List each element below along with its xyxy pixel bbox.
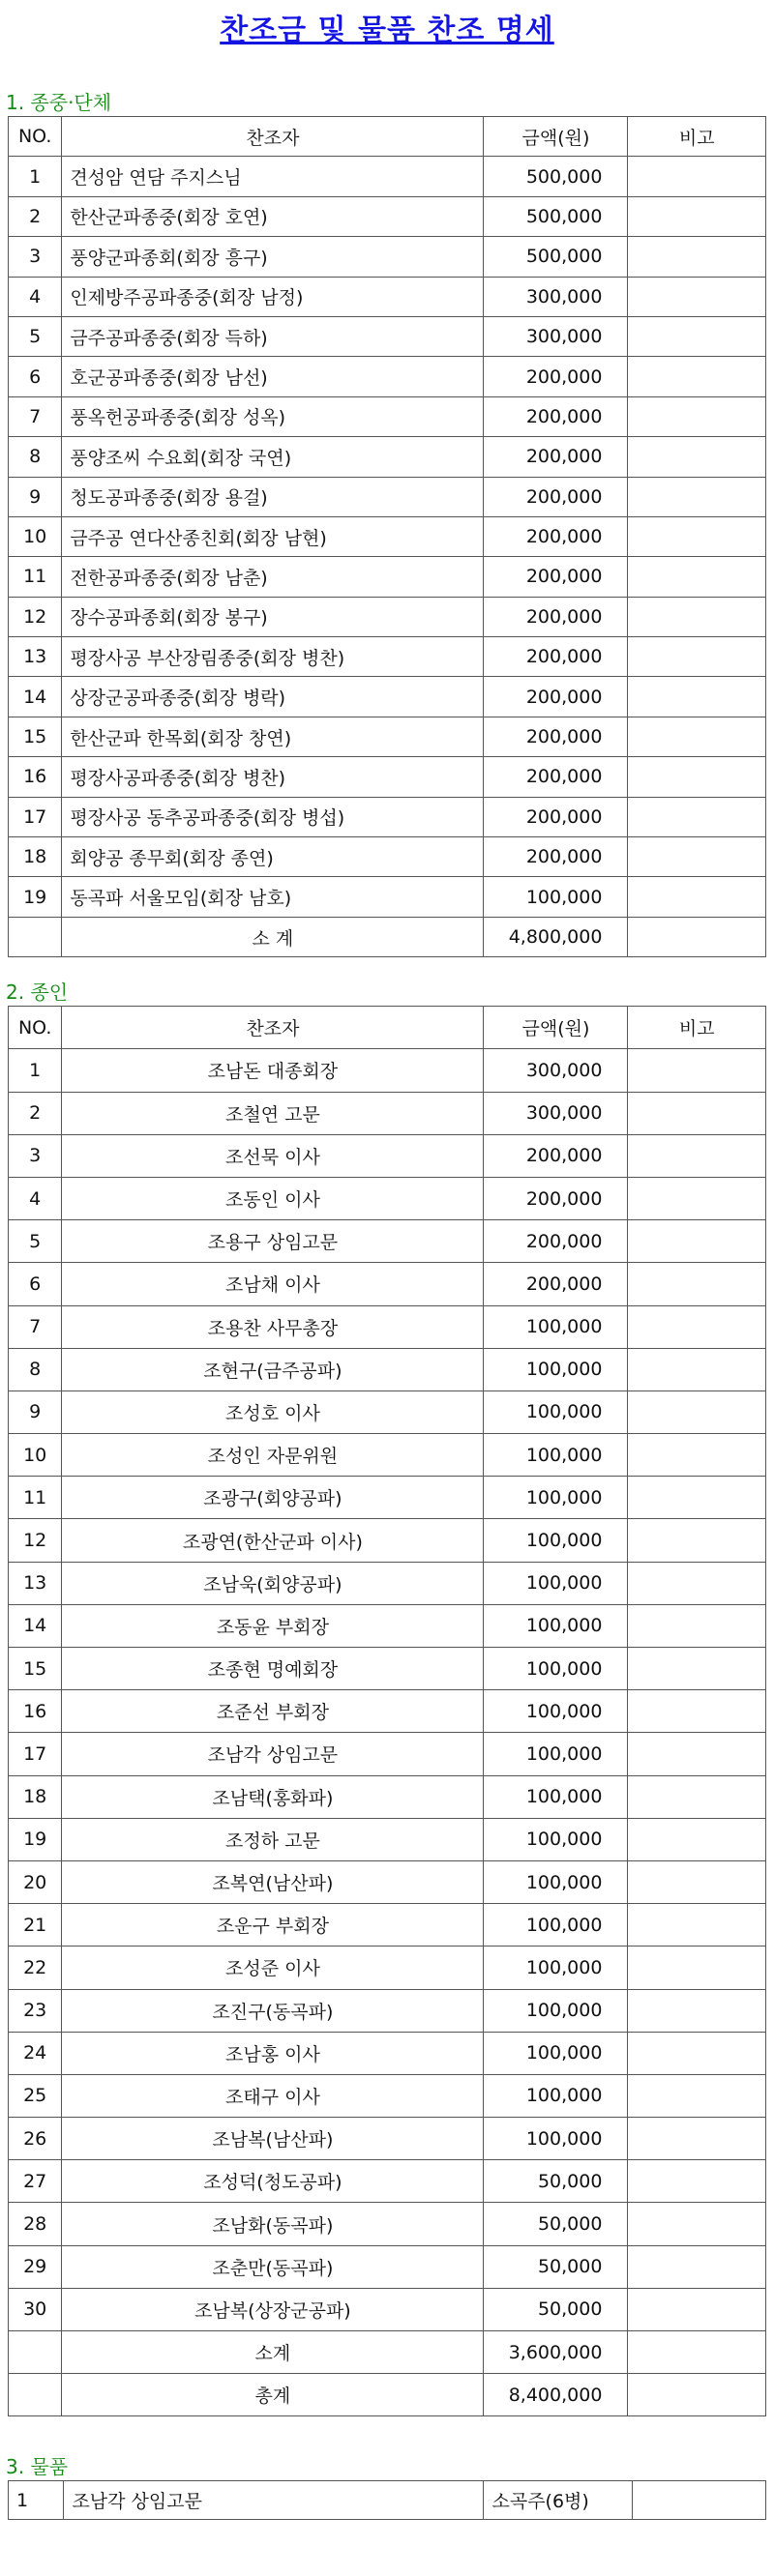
cell-no: 20 (9, 1860, 62, 1903)
cell-note (628, 437, 766, 477)
cell-name: 조현구(금주공파) (62, 1348, 484, 1390)
cell-no: 1 (9, 2481, 64, 2520)
cell-name: 조운구 부회장 (62, 1904, 484, 1947)
cell-amount: 300,000 (484, 1092, 628, 1134)
cell-amount: 200,000 (484, 357, 628, 396)
cell-amount: 100,000 (484, 1818, 628, 1860)
cell-name: 조성준 이사 (62, 1947, 484, 1989)
cell-no: 17 (9, 797, 62, 836)
cell-name: 금주공파종중(회장 득하) (62, 316, 484, 356)
cell-note (628, 757, 766, 797)
total-no-cell (9, 2374, 62, 2416)
cell-amount: 200,000 (484, 797, 628, 836)
table-row (9, 196, 766, 236)
cell-no: 16 (9, 1690, 62, 1733)
cell-no: 10 (9, 516, 62, 556)
cell-amount: 100,000 (484, 877, 628, 917)
cell-amount: 200,000 (484, 516, 628, 556)
goods-table (8, 2480, 766, 2520)
table-row (9, 237, 766, 277)
cell-name: 조성덕(청도공파) (62, 2160, 484, 2203)
cell-name: 조태구 이사 (62, 2074, 484, 2117)
table-row (9, 437, 766, 477)
spacer (0, 2416, 774, 2453)
cell-no: 23 (9, 1989, 62, 2032)
cell-name: 조준선 부회장 (62, 1690, 484, 1733)
cell-note (628, 157, 766, 196)
cell-no: 13 (9, 1562, 62, 1604)
total-row (9, 2374, 766, 2416)
cell-note (628, 1305, 766, 1348)
clans-table-body (9, 157, 766, 917)
cell-no: 9 (9, 477, 62, 516)
cell-note (628, 516, 766, 556)
cell-amount: 100,000 (484, 1305, 628, 1348)
cell-amount: 500,000 (484, 157, 628, 196)
cell-no: 11 (9, 557, 62, 597)
table-row (9, 2288, 766, 2330)
column-header-no: NO. (9, 117, 62, 157)
table-row (9, 1519, 766, 1562)
table-row (9, 477, 766, 516)
cell-amount: 200,000 (484, 717, 628, 756)
cell-amount: 50,000 (484, 2288, 628, 2330)
cell-no: 14 (9, 1604, 62, 1647)
total-amount: 8,400,000 (484, 2374, 628, 2416)
cell-note (628, 557, 766, 597)
total-label: 총계 (62, 2374, 484, 2416)
cell-amount: 100,000 (484, 1390, 628, 1433)
cell-amount: 200,000 (484, 677, 628, 717)
cell-no: 9 (9, 1390, 62, 1433)
cell-note (628, 1477, 766, 1519)
cell-amount: 100,000 (484, 1434, 628, 1477)
cell-note (628, 357, 766, 396)
cell-no: 6 (9, 357, 62, 396)
cell-note (628, 1947, 766, 1989)
cell-amount: 200,000 (484, 437, 628, 477)
cell-name: 조남화(동곡파) (62, 2203, 484, 2245)
cell-no: 12 (9, 1519, 62, 1562)
spacer (0, 52, 774, 89)
cell-amount: 200,000 (484, 1177, 628, 1219)
cell-no: 19 (9, 877, 62, 917)
cell-no: 25 (9, 2074, 62, 2117)
table-row (9, 516, 766, 556)
total-note-cell (628, 2374, 766, 2416)
cell-name: 견성암 연담 주지스님 (62, 157, 484, 196)
cell-name: 조남각 상임고문 (62, 1733, 484, 1775)
column-header-note: 비고 (628, 1007, 766, 1049)
table-header-row (9, 117, 766, 157)
cell-amount: 100,000 (484, 1947, 628, 1989)
cell-amount: 200,000 (484, 396, 628, 436)
cell-name: 평장사공 동추공파종중(회장 병섭) (62, 797, 484, 836)
table-row (9, 277, 766, 316)
cell-no: 18 (9, 1775, 62, 1818)
cell-name: 상장군공파종중(회장 병락) (62, 677, 484, 717)
cell-no: 1 (9, 1049, 62, 1092)
cell-name: 조남홍 이사 (62, 2032, 484, 2074)
cell-name: 조종현 명예회장 (62, 1648, 484, 1690)
table-row (9, 1434, 766, 1477)
column-header-note: 비고 (628, 117, 766, 157)
cell-name: 조남욱(회양공파) (62, 1562, 484, 1604)
cell-name: 풍양군파종회(회장 흥구) (62, 237, 484, 277)
cell-name: 조정하 고문 (62, 1818, 484, 1860)
cell-amount: 100,000 (484, 1604, 628, 1647)
cell-note (628, 1989, 766, 2032)
table-row (9, 1648, 766, 1690)
cell-amount: 100,000 (484, 1690, 628, 1733)
column-header-donor: 찬조자 (62, 117, 484, 157)
cell-note (628, 196, 766, 236)
cell-note (628, 277, 766, 316)
cell-name: 조용찬 사무총장 (62, 1305, 484, 1348)
cell-note (628, 2074, 766, 2117)
cell-amount: 500,000 (484, 196, 628, 236)
cell-note (628, 1733, 766, 1775)
cell-amount: 50,000 (484, 2160, 628, 2203)
cell-name: 조광연(한산군파 이사) (62, 1519, 484, 1562)
cell-no: 19 (9, 1818, 62, 1860)
cell-item: 소곡주(6병) (484, 2481, 632, 2520)
table-row (9, 557, 766, 597)
cell-amount: 100,000 (484, 1477, 628, 1519)
cell-amount: 50,000 (484, 2203, 628, 2245)
cell-note (628, 1092, 766, 1134)
table-row (9, 2245, 766, 2288)
cell-name: 전한공파종중(회장 남춘) (62, 557, 484, 597)
cell-note (628, 597, 766, 636)
table-row (9, 2032, 766, 2074)
cell-name: 평장사공파종중(회장 병찬) (62, 757, 484, 797)
subtotal-row (9, 2331, 766, 2374)
cell-note (628, 797, 766, 836)
cell-no: 22 (9, 1947, 62, 1989)
cell-name: 풍옥헌공파종중(회장 성옥) (62, 396, 484, 436)
table-row (9, 1604, 766, 1647)
table-row (9, 597, 766, 636)
table-row (9, 1220, 766, 1263)
cell-no: 2 (9, 1092, 62, 1134)
cell-no: 5 (9, 316, 62, 356)
cell-no: 13 (9, 637, 62, 677)
cell-note (628, 1690, 766, 1733)
cell-note (628, 1220, 766, 1263)
cell-note (628, 2032, 766, 2074)
cell-no: 17 (9, 1733, 62, 1775)
cell-no: 15 (9, 1648, 62, 1690)
table-header-row (9, 1007, 766, 1049)
table-row (9, 1818, 766, 1860)
table-row (9, 1092, 766, 1134)
table-row (9, 1049, 766, 1092)
table-row (9, 2118, 766, 2160)
cell-no: 29 (9, 2245, 62, 2288)
cell-amount: 100,000 (484, 1775, 628, 1818)
cell-amount: 300,000 (484, 277, 628, 316)
cell-name: 한산군파 한목회(회장 창연) (62, 717, 484, 756)
cell-no: 30 (9, 2288, 62, 2330)
table-row (9, 2203, 766, 2245)
cell-amount: 200,000 (484, 1263, 628, 1305)
cell-name: 조남돈 대종회장 (62, 1049, 484, 1092)
cell-note (628, 1648, 766, 1690)
cell-amount: 100,000 (484, 1562, 628, 1604)
cell-amount: 200,000 (484, 1220, 628, 1263)
table-row (9, 1775, 766, 1818)
cell-note (628, 1348, 766, 1390)
cell-note (628, 1390, 766, 1433)
cell-note (628, 1263, 766, 1305)
cell-note (628, 1562, 766, 1604)
subtotal-no-cell (9, 917, 62, 956)
cell-note (628, 637, 766, 677)
cell-amount: 200,000 (484, 837, 628, 877)
table-row (9, 797, 766, 836)
cell-note (628, 1177, 766, 1219)
cell-amount: 500,000 (484, 237, 628, 277)
cell-no: 3 (9, 1134, 62, 1177)
cell-name: 동곡파 서울모임(회장 남호) (62, 877, 484, 917)
cell-name: 조복연(남산파) (62, 1860, 484, 1903)
subtotal-label: 소계 (62, 2331, 484, 2374)
cell-amount: 300,000 (484, 1049, 628, 1092)
cell-name: 청도공파종중(회장 용걸) (62, 477, 484, 516)
cell-no: 28 (9, 2203, 62, 2245)
table-row (9, 1477, 766, 1519)
section-heading-individuals: 2. 종인 (6, 981, 69, 1005)
cell-note (628, 2245, 766, 2288)
cell-note (628, 837, 766, 877)
cell-note (628, 1434, 766, 1477)
table-row (9, 677, 766, 717)
cell-name: 평장사공 부산장림종중(회장 병찬) (62, 637, 484, 677)
table-row (9, 1348, 766, 1390)
cell-name: 조동인 이사 (62, 1177, 484, 1219)
table-row (9, 357, 766, 396)
table-row (9, 316, 766, 356)
spacer (0, 957, 774, 979)
cell-note (628, 2203, 766, 2245)
cell-no: 3 (9, 237, 62, 277)
cell-note (628, 477, 766, 516)
cell-note (628, 1049, 766, 1092)
table-row (9, 1177, 766, 1219)
cell-amount: 50,000 (484, 2245, 628, 2288)
cell-amount: 100,000 (484, 1519, 628, 1562)
cell-amount: 100,000 (484, 2032, 628, 2074)
subtotal-label: 소 계 (62, 917, 484, 956)
table-row (9, 2481, 766, 2520)
cell-amount: 200,000 (484, 1134, 628, 1177)
table-row (9, 1390, 766, 1433)
table-row (9, 1860, 766, 1903)
cell-name: 풍양조씨 수요회(회장 국연) (62, 437, 484, 477)
cell-amount: 200,000 (484, 637, 628, 677)
cell-note (628, 1818, 766, 1860)
cell-no: 11 (9, 1477, 62, 1519)
cell-name: 조남채 이사 (62, 1263, 484, 1305)
cell-note (628, 877, 766, 917)
column-header-no: NO. (9, 1007, 62, 1049)
cell-name: 조남택(홍화파) (62, 1775, 484, 1818)
cell-note (632, 2481, 765, 2520)
cell-no: 26 (9, 2118, 62, 2160)
cell-no: 7 (9, 1305, 62, 1348)
cell-name: 조남복(남산파) (62, 2118, 484, 2160)
cell-name: 장수공파종회(회장 봉구) (62, 597, 484, 636)
cell-name: 인제방주공파종중(회장 남정) (62, 277, 484, 316)
clans-table (8, 116, 766, 957)
cell-name: 조동윤 부회장 (62, 1604, 484, 1647)
table-row (9, 1562, 766, 1604)
table-row (9, 877, 766, 917)
cell-no: 18 (9, 837, 62, 877)
cell-note (628, 2288, 766, 2330)
subtotal-no-cell (9, 2331, 62, 2374)
cell-name: 조남복(상장군공파) (62, 2288, 484, 2330)
table-row (9, 1305, 766, 1348)
cell-amount: 100,000 (484, 1860, 628, 1903)
cell-note (628, 1775, 766, 1818)
cell-name: 조진구(동곡파) (62, 1989, 484, 2032)
cell-no: 21 (9, 1904, 62, 1947)
cell-name: 조춘만(동곡파) (62, 2245, 484, 2288)
column-header-amount: 금액(원) (484, 1007, 628, 1049)
cell-note (628, 237, 766, 277)
cell-name: 조선묵 이사 (62, 1134, 484, 1177)
individuals-table (8, 1006, 766, 2416)
cell-amount: 200,000 (484, 477, 628, 516)
cell-no: 2 (9, 196, 62, 236)
cell-note (628, 1604, 766, 1647)
cell-note (628, 2118, 766, 2160)
subtotal-row (9, 917, 766, 956)
cell-no: 6 (9, 1263, 62, 1305)
cell-amount: 200,000 (484, 757, 628, 797)
cell-no: 16 (9, 757, 62, 797)
table-row (9, 717, 766, 756)
table-row (9, 157, 766, 196)
cell-amount: 100,000 (484, 2118, 628, 2160)
cell-no: 8 (9, 437, 62, 477)
cell-name: 한산군파종중(회장 호연) (62, 196, 484, 236)
table-row (9, 1134, 766, 1177)
cell-no: 7 (9, 396, 62, 436)
table-row (9, 1263, 766, 1305)
cell-name: 조용구 상임고문 (62, 1220, 484, 1263)
column-header-amount: 금액(원) (484, 117, 628, 157)
cell-name: 조광구(회양공파) (62, 1477, 484, 1519)
cell-note (628, 1134, 766, 1177)
goods-table-body (9, 2481, 766, 2520)
subtotal-amount: 4,800,000 (484, 917, 628, 956)
cell-note (628, 677, 766, 717)
cell-no: 27 (9, 2160, 62, 2203)
cell-name: 조남각 상임고문 (64, 2481, 484, 2520)
cell-no: 15 (9, 717, 62, 756)
cell-name: 조철연 고문 (62, 1092, 484, 1134)
cell-amount: 100,000 (484, 1733, 628, 1775)
cell-note (628, 2160, 766, 2203)
cell-note (628, 1904, 766, 1947)
individuals-table-body (9, 1049, 766, 2331)
cell-no: 4 (9, 1177, 62, 1219)
table-row (9, 757, 766, 797)
cell-note (628, 316, 766, 356)
cell-note (628, 396, 766, 436)
cell-amount: 100,000 (484, 1904, 628, 1947)
page-title: 찬조금 및 물품 찬조 명세 (220, 14, 554, 47)
cell-no: 5 (9, 1220, 62, 1263)
table-row (9, 637, 766, 677)
cell-amount: 100,000 (484, 1648, 628, 1690)
table-row (9, 837, 766, 877)
subtotal-note-cell (628, 2331, 766, 2374)
cell-amount: 200,000 (484, 557, 628, 597)
cell-no: 12 (9, 597, 62, 636)
cell-amount: 300,000 (484, 316, 628, 356)
table-row (9, 396, 766, 436)
section-heading-clans: 1. 종중·단체 (6, 91, 112, 114)
section-heading-goods: 3. 물품 (6, 2455, 69, 2479)
column-header-donor: 찬조자 (62, 1007, 484, 1049)
cell-no: 1 (9, 157, 62, 196)
cell-amount: 100,000 (484, 1348, 628, 1390)
cell-name: 회양공 종무회(회장 종연) (62, 837, 484, 877)
cell-no: 24 (9, 2032, 62, 2074)
cell-amount: 100,000 (484, 1989, 628, 2032)
cell-amount: 100,000 (484, 2074, 628, 2117)
cell-no: 10 (9, 1434, 62, 1477)
cell-no: 4 (9, 277, 62, 316)
cell-no: 8 (9, 1348, 62, 1390)
subtotal-note-cell (628, 917, 766, 956)
table-row (9, 1690, 766, 1733)
cell-name: 금주공 연다산종친회(회장 남현) (62, 516, 484, 556)
cell-note (628, 1519, 766, 1562)
cell-note (628, 717, 766, 756)
subtotal-amount: 3,600,000 (484, 2331, 628, 2374)
cell-name: 호군공파종중(회장 남선) (62, 357, 484, 396)
table-row (9, 1989, 766, 2032)
table-row (9, 1947, 766, 1989)
table-row (9, 1904, 766, 1947)
cell-name: 조성호 이사 (62, 1390, 484, 1433)
cell-note (628, 1860, 766, 1903)
cell-amount: 200,000 (484, 597, 628, 636)
cell-name: 조성인 자문위원 (62, 1434, 484, 1477)
table-row (9, 2074, 766, 2117)
table-row (9, 2160, 766, 2203)
cell-no: 14 (9, 677, 62, 717)
table-row (9, 1733, 766, 1775)
